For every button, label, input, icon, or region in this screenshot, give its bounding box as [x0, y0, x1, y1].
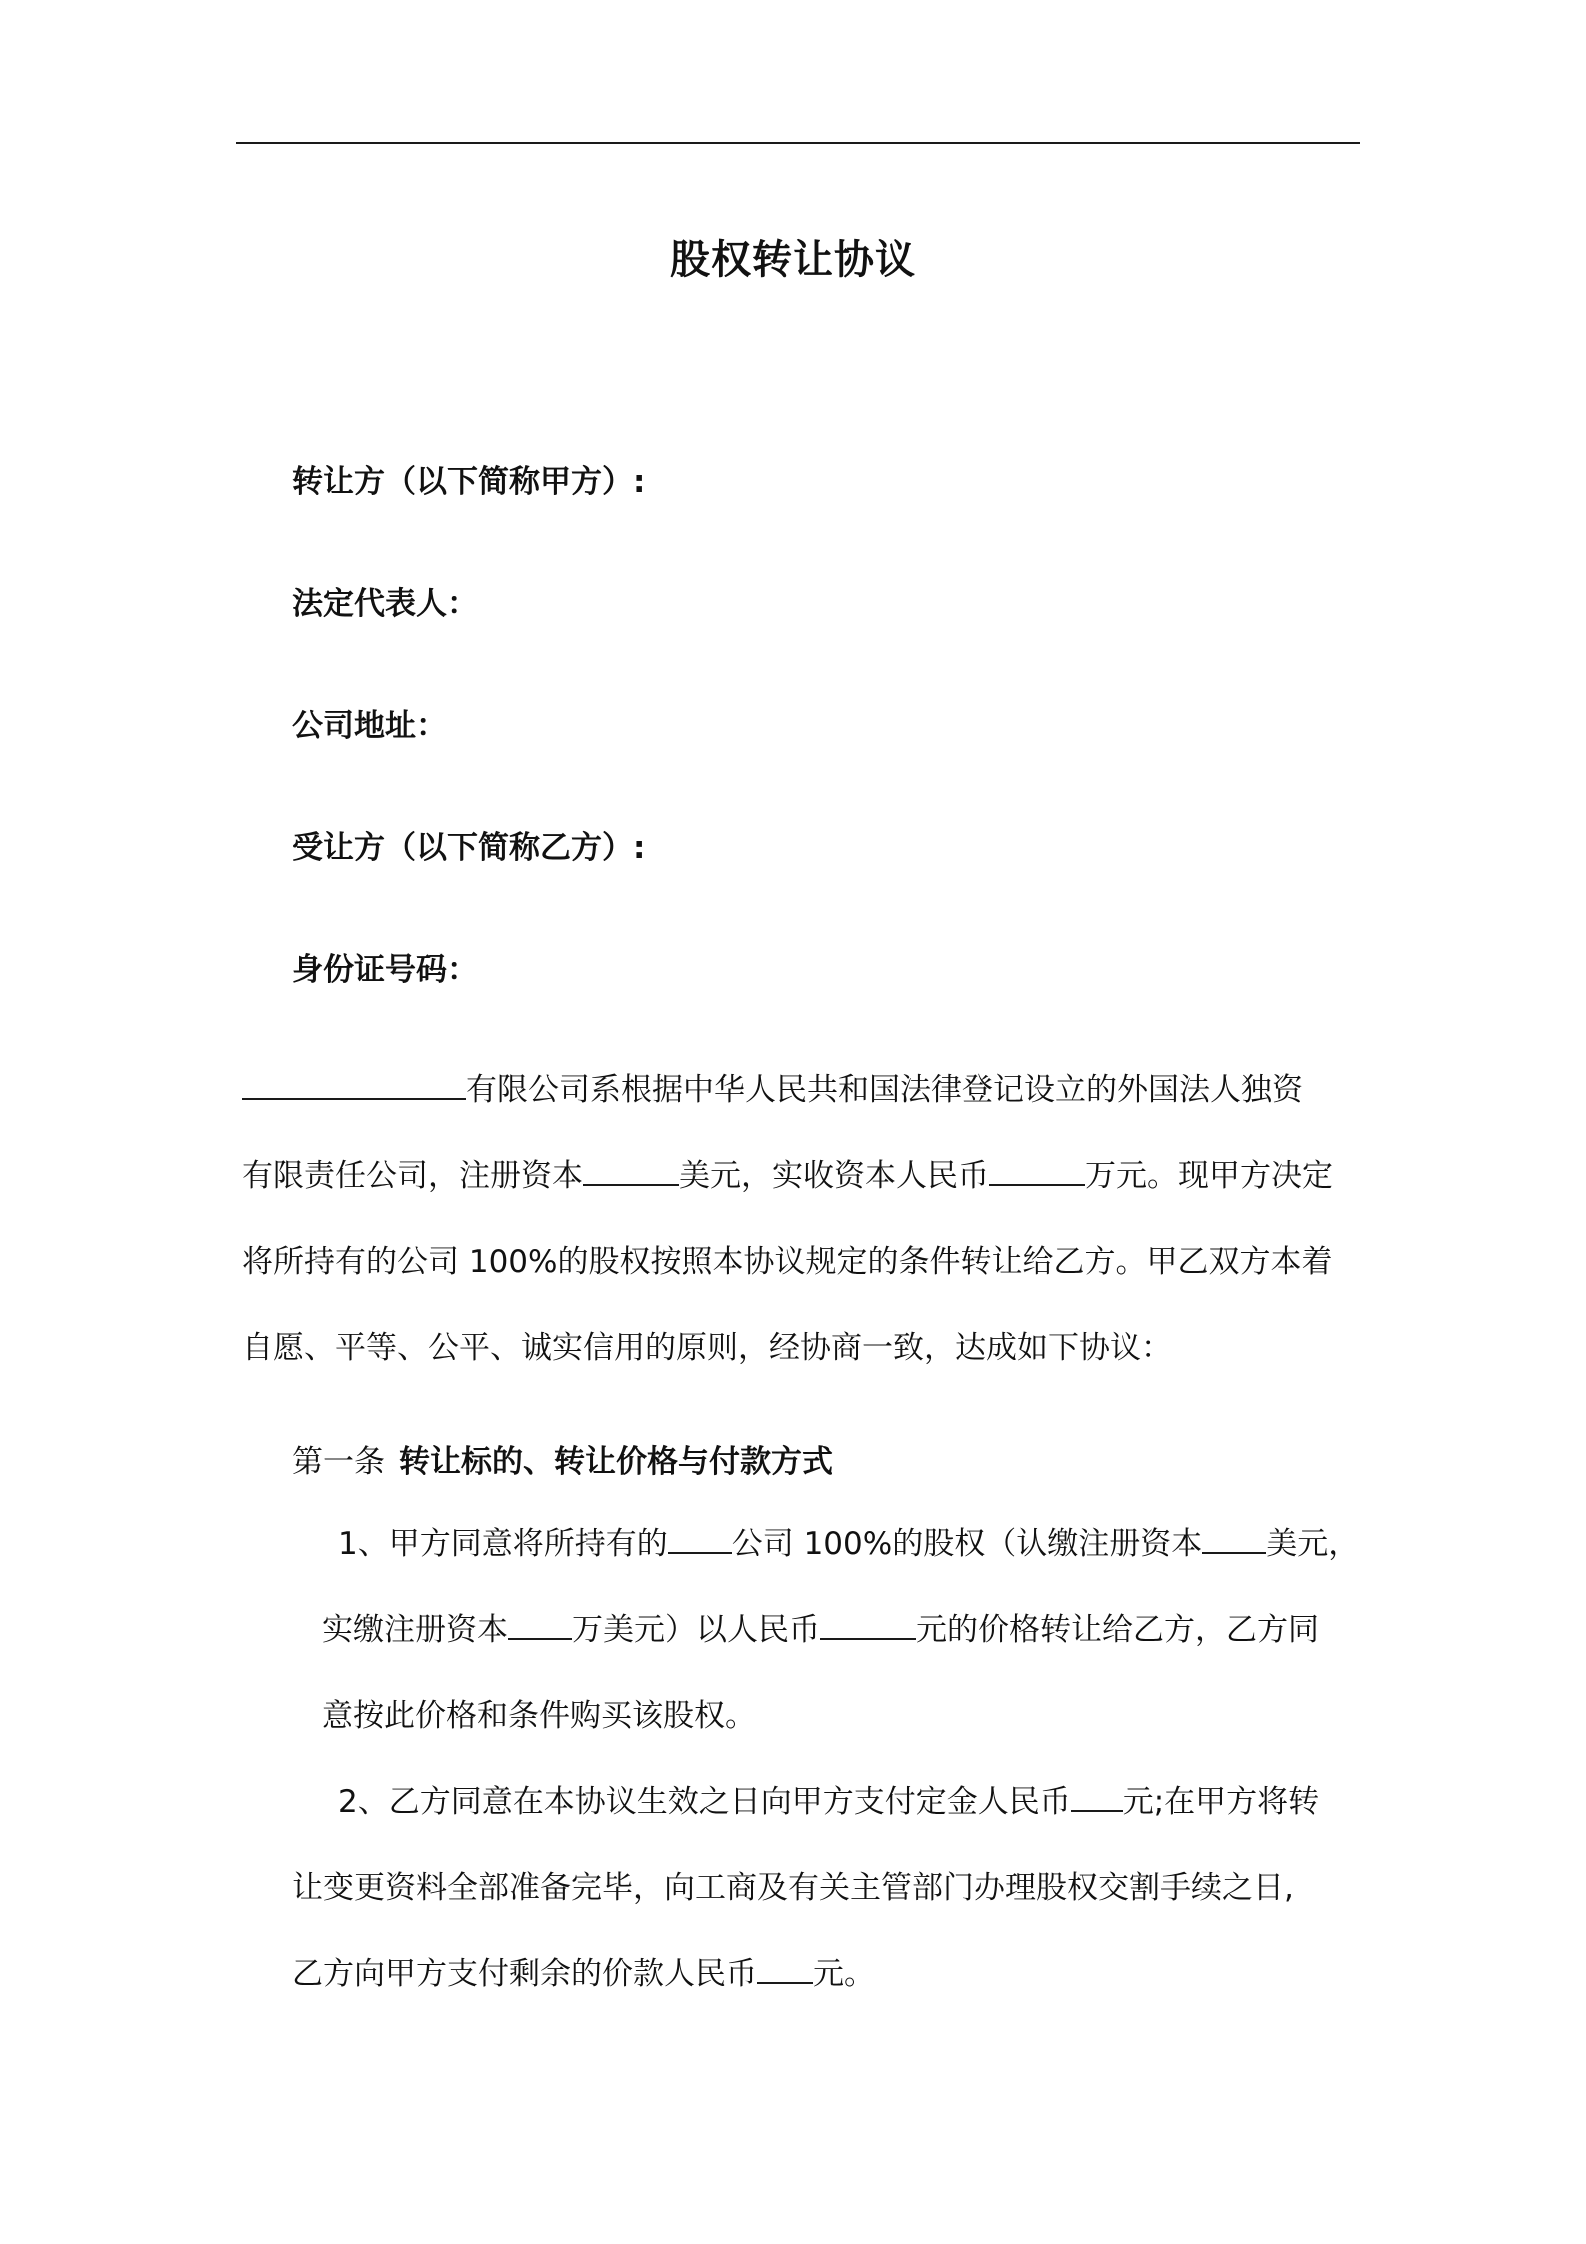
- field-company-address: 公司地址：: [292, 708, 447, 744]
- blank-company: [668, 1522, 732, 1554]
- header-rule: [236, 142, 1360, 144]
- article-1-number: 第一条: [292, 1444, 385, 1480]
- blank-company-name: [242, 1068, 466, 1100]
- clause-2-line-2: 让变更资料全部准备完毕，向工商及有关主管部门办理股权交割手续之日,: [292, 1870, 1294, 1906]
- article-1-title: 转让标的、转让价格与付款方式: [399, 1444, 833, 1480]
- clause-text: 公司 100%的股权（认缴注册资本: [731, 1526, 1203, 1562]
- blank-registered-capital: [583, 1154, 679, 1186]
- preamble-text: 美元，实收资本人民币: [679, 1158, 989, 1194]
- preamble-line-2: [242, 1154, 1333, 1198]
- article-1-heading: [292, 1440, 833, 1484]
- field-legal-representative: 法定代表人：: [292, 586, 478, 622]
- field-id-number: 身份证号码：: [292, 952, 478, 988]
- clause-text: 1、甲方同意将所持有的: [338, 1526, 668, 1562]
- blank-paid-in-capital: [508, 1608, 572, 1640]
- clause-2-line-3: [292, 1952, 875, 1996]
- preamble-text: 有限公司系根据中华人民共和国法律登记设立的外国法人独资: [466, 1072, 1303, 1108]
- preamble-line-4: 自愿、平等、公平、诚实信用的原则，经协商一致，达成如下协议：: [242, 1330, 1172, 1366]
- clause-text: 元的价格转让给乙方，乙方同: [916, 1612, 1319, 1648]
- clause-text: 2、乙方同意在本协议生效之日向甲方支付定金人民币: [338, 1784, 1071, 1820]
- preamble-text: 万元。现甲方决定: [1085, 1158, 1333, 1194]
- clause-2-line-1: [338, 1780, 1319, 1824]
- document-title: 股权转让协议: [670, 237, 916, 283]
- clause-text: 万美元）以人民币: [572, 1612, 820, 1648]
- blank-paid-capital: [989, 1154, 1085, 1186]
- preamble-line-3: 将所持有的公司 100%的股权按照本协议规定的条件转让给乙方。甲乙双方本着: [242, 1244, 1333, 1280]
- clause-text: 元;在甲方将转: [1122, 1784, 1320, 1820]
- blank-remaining-payment: [757, 1952, 813, 1984]
- clause-text: 实缴注册资本: [322, 1612, 508, 1648]
- field-transferee: 受让方（以下简称乙方）:: [292, 830, 646, 866]
- preamble-line-1: [242, 1068, 1303, 1112]
- clause-1-line-2: [322, 1608, 1319, 1652]
- blank-price: [820, 1608, 916, 1640]
- preamble-text: 有限责任公司，注册资本: [242, 1158, 583, 1194]
- clause-text: 元。: [813, 1956, 875, 1992]
- clause-1-line-1: [338, 1522, 1359, 1566]
- field-transferor: 转让方（以下简称甲方）:: [292, 464, 646, 500]
- clause-text: 美元，: [1266, 1526, 1360, 1562]
- clause-text: 乙方向甲方支付剩余的价款人民币: [292, 1956, 757, 1992]
- blank-deposit: [1071, 1780, 1123, 1812]
- clause-1-line-3: 意按此价格和条件购买该股权。: [322, 1698, 756, 1734]
- blank-subscribed-capital: [1202, 1522, 1266, 1554]
